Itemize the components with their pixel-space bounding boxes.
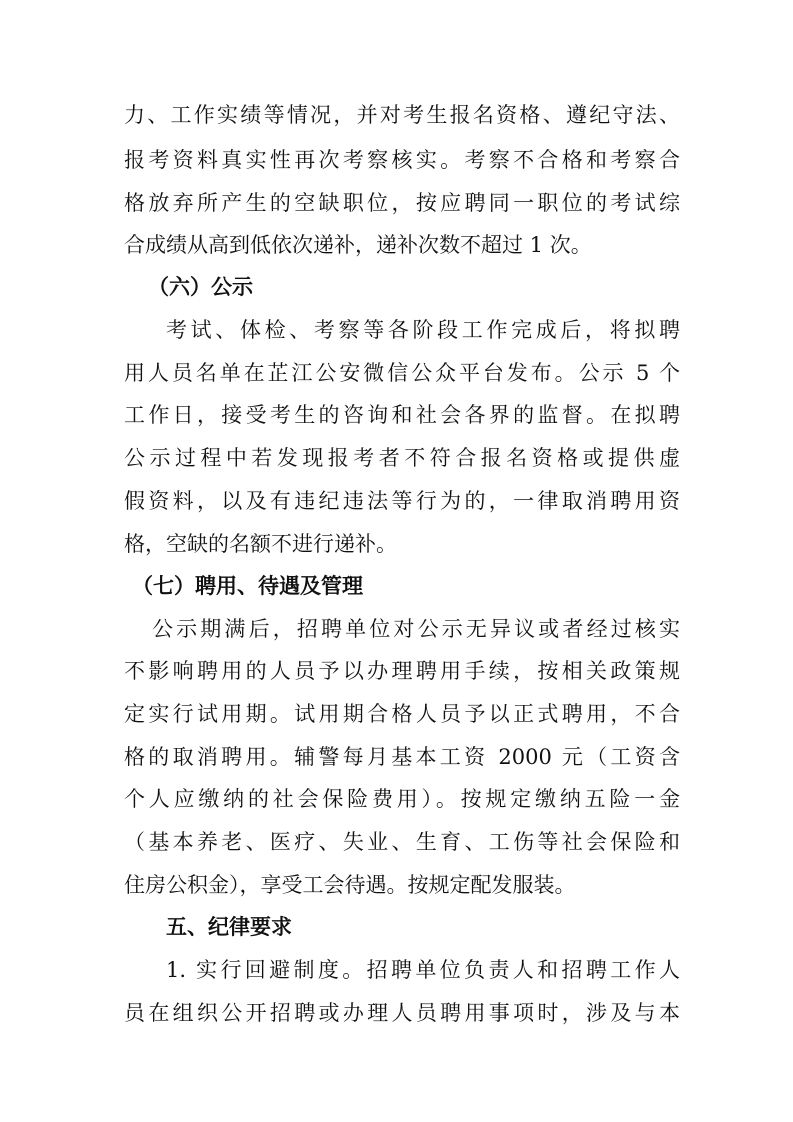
paragraph-line: 考试、体检、考察等各阶段工作完成后，将拟聘	[166, 318, 680, 342]
section-heading-publicity: （六）公示	[148, 275, 253, 299]
paragraph-line: 1. 实行回避制度。招聘单位负责人和招聘工作人	[166, 958, 680, 982]
paragraph-line: 格放弃所产生的空缺职位，按应聘同一职位的考试综	[124, 191, 680, 215]
paragraph-line: （基本养老、医疗、失业、生育、工伤等社会保险和	[124, 830, 680, 854]
paragraph-line: 格的取消聘用。辅警每月基本工资 2000 元（工资含	[124, 745, 680, 769]
paragraph-line: 力、工作实绩等情况，并对考生报名资格、遵纪守法、	[124, 103, 680, 127]
paragraph-line: 定实行试用期。试用期合格人员予以正式聘用，不合	[124, 702, 680, 726]
paragraph-line: 员在组织公开招聘或办理人员聘用事项时，涉及与本	[124, 1001, 680, 1025]
paragraph-line: 工作日，接受考生的咨询和社会各界的监督。在拟聘	[124, 403, 680, 427]
paragraph-line: 不影响聘用的人员予以办理聘用手续，按相关政策规	[124, 659, 680, 683]
paragraph-line: 假资料，以及有违纪违法等行为的，一律取消聘用资	[124, 489, 680, 513]
section-heading-discipline: 五、纪律要求	[166, 915, 292, 939]
paragraph-line: 公示过程中若发现报考者不符合报名资格或提供虚	[124, 446, 680, 470]
paragraph-line: 报考资料真实性再次考察核实。考察不合格和考察合	[124, 148, 680, 172]
paragraph-line: 住房公积金），享受工会待遇。按规定配发服装。	[124, 873, 576, 897]
paragraph-line: 用人员名单在芷江公安微信公众平台发布。公示 5 个	[124, 361, 680, 385]
paragraph-line: 合成绩从高到低依次递补，递补次数不超过 1 次。	[124, 233, 592, 257]
section-heading-employment: （七）聘用、待遇及管理	[132, 574, 363, 598]
paragraph-line: 个人应缴纳的社会保险费用）。按规定缴纳五险一金	[124, 787, 680, 811]
paragraph-line: 公示期满后，招聘单位对公示无异议或者经过核实	[152, 617, 680, 641]
paragraph-line: 格，空缺的名额不进行递补。	[124, 532, 397, 556]
